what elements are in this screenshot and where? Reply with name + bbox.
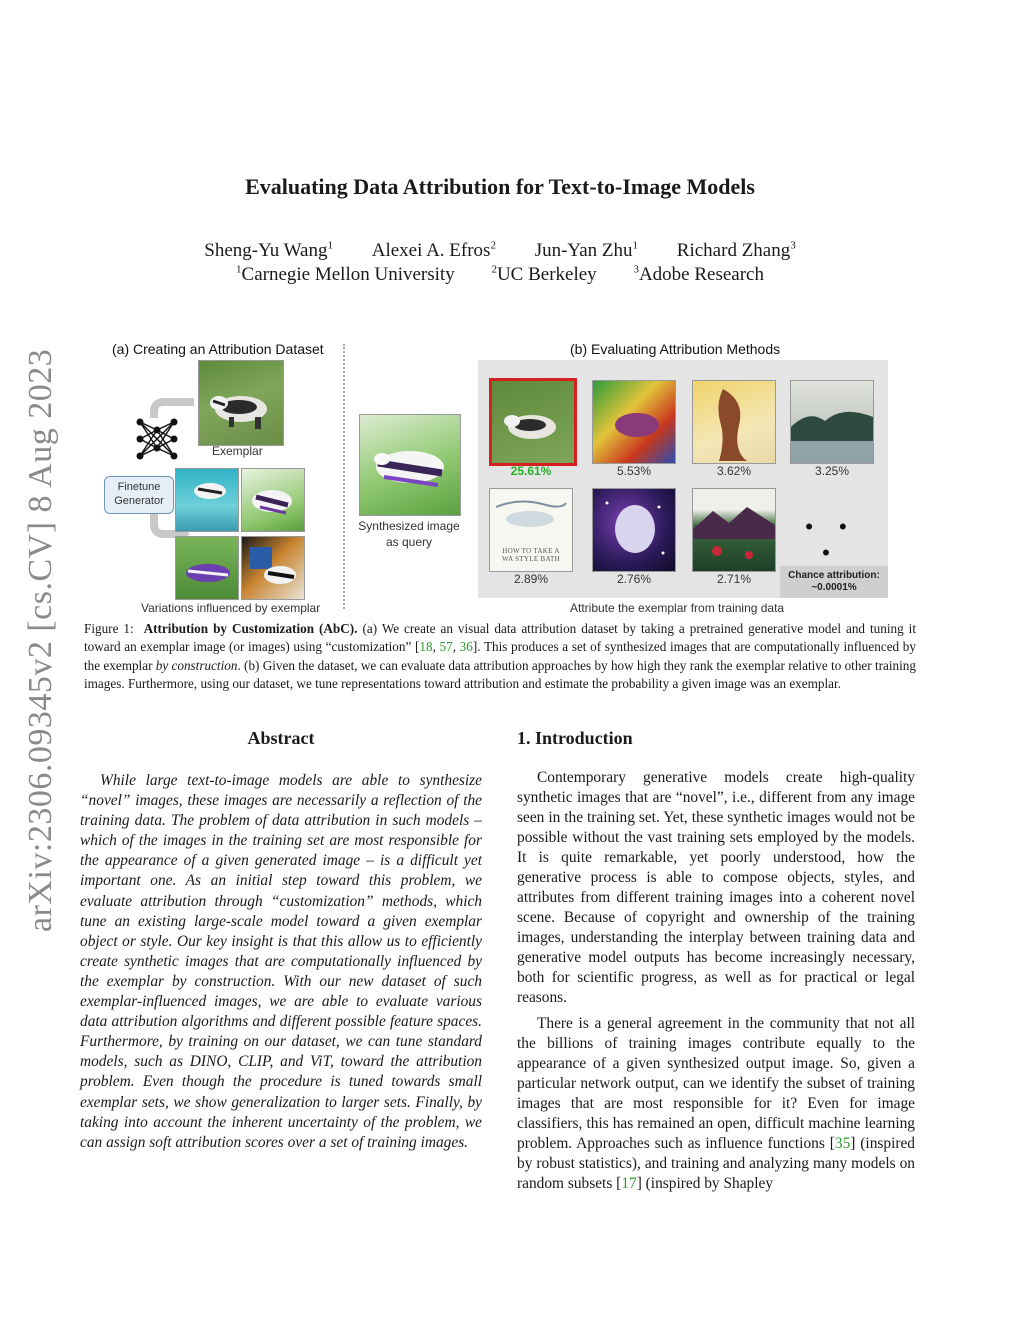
paper-title: Evaluating Data Attribution for Text-to-Image Models [245,174,755,199]
affiliation-list [0,264,1000,286]
affiliation: $^1$Carnegie Mellon University [236,264,455,286]
citation-link[interactable]: 35 [834,1135,851,1152]
caption-label: Figure 1: [84,621,134,636]
query-label-line: as query [385,535,433,549]
query-image [359,414,461,516]
paragraph-text: There is a general agreement in the community that not all the billions of training images contribute equally to the appearance of a given synthesized output image. So, given a particular network output, can we identify the subset of training images that are most responsible for it? Even for image classifiers, this has remained an open, difficult machine learning problem. Approaches such as influence functions [ [517,1015,915,1152]
retrieved-image [592,488,676,572]
query-label-line: Synthesized image [358,519,460,533]
panel-b-title: (b) Evaluating Attribution Methods [570,341,781,357]
citation-link[interactable]: 18 [419,639,433,655]
attribution-score: 3.62% [716,464,752,478]
attribution-score: 2.71% [716,572,752,586]
citation-link[interactable]: 36 [459,639,473,655]
panel-a-title: (a) Creating an Attribution Dataset [112,341,324,357]
chance-value: ~0.0001% [811,582,857,593]
author: Alexei A. Efros$^2$ [371,240,496,262]
caption-text: ]. This produces a set of synthesized images that are computationally influenced by the exemplar [84,639,916,673]
author-list [0,240,1000,262]
attribution-score: 5.53% [616,464,652,478]
abstract-body: While large text-to-image models are able to synthesize “novel” images, these images are necessarily a reflection of the training data. The problem of data attribution in such models – which of the images in the training set are most responsible for the appearance of a given generated image – is a difficult yet important one. As an initial step toward this problem, we evaluate attribution through “customization” methods, which tune an existing large-scale model toward a given exemplar object or style. Our key insight is that this allow us to efficiently create synthetic images that are computationally influenced by the exemplar by construction. With our new dataset of such exemplar-influenced images, we are able to evaluate various data attribution algorithms and different possible feature spaces. Furthermore, by training on our dataset, we can tune standard models, such as DINO, CLIP, and ViT, toward the attribution problem. Even though the procedure is tuned towards small exemplar sets, we show generalization to larger sets. Finally, by taking into account the inherent uncertainty of the problem, we can assign soft attribution scores over a set of training images. [80,772,482,1151]
attribution-score: 3.25% [814,464,850,478]
author: Richard Zhang$^3$ [676,240,796,262]
retrieved-image-exemplar [489,378,577,466]
caption-emphasis: by construction [155,657,238,673]
retrieved-image [790,380,874,464]
finetune-generator-box [104,476,174,514]
variation-image [241,468,305,532]
variation-image [241,536,305,600]
retrieved-image [592,380,676,464]
book-title-line: HOW TO TAKE A [502,547,560,555]
citation-link[interactable]: 17 [621,1175,637,1192]
finetune-label: Finetune [117,481,161,493]
retrieved-image [489,488,573,572]
generator-label: Generator [114,495,164,507]
chance-attribution-box [780,566,888,598]
query-label [350,518,468,550]
abstract-heading: Abstract [247,728,315,748]
attribute-label: Attribute the exemplar from training data [570,601,785,615]
exemplar-label: Exemplar [212,444,263,458]
variations-label: Variations influenced by exemplar [141,601,321,615]
chance-label: Chance attribution: [788,570,880,581]
citation-link[interactable]: 57 [439,639,453,655]
variation-image [175,468,239,532]
panel-divider [343,344,345,609]
citation-separator: , [432,639,440,655]
attribution-score: 2.76% [616,572,652,586]
author: Jun-Yan Zhu$^1$ [534,240,639,262]
figure-caption [84,620,916,694]
introduction-paragraph [517,1014,915,1194]
paragraph-text: ] (inspired by Shapley [636,1175,774,1192]
book-title-text [492,547,570,563]
retrieved-image [692,380,776,464]
book-title-line: WA STYLE BATH [502,555,560,563]
attribution-score-top: 25.61% [510,464,552,478]
variation-image [175,536,239,600]
more-results-ellipsis: • • • [805,514,857,565]
caption-text: (a) We create an visual data attribution dataset by taking a pretrained generative model and tuning it toward an exemplar image (or images) using “customization” [ [84,621,917,655]
citation-separator: , [452,639,460,655]
figure-1 [84,336,916,620]
arxiv-identifier: arXiv:2306.09345v2 [cs.CV] 8 Aug 2023 [22,348,59,932]
introduction-heading: 1. Introduction [517,728,633,748]
caption-text: . (b) Given the dataset, we can evaluate data attribution approaches by how high they rank the exemplar relative to other training images. Furthermore, using our dataset, we tune representations toward attribution and estimate the probability a given image was an exemplar. [84,657,916,692]
attribution-score: 2.89% [513,572,549,586]
caption-title: Attribution by Customization (AbC). [143,621,358,636]
retrieved-image [692,488,776,572]
paragraph-text: ] (inspired by robust statistics), and training and analyzing many models on random subsets [ [517,1135,915,1192]
introduction-paragraph: Contemporary generative models create high-quality synthetic images that are “novel”, i.e., different from any image seen in the training set. Yet, these synthetic images would not be possible without the vast training sets employed by the models. It is quite remarkable, yet poorly understood, how the generative process is able to compose objects, styles, and attributes from different training images into a coherent novel scene. Because of copyright and ownership of the training images, understanding the interplay between training data and generative model outputs has become increasingly necessary, both for scientific progress, as well as for practical or legal reasons. [517,769,915,1006]
affiliation: $^3$Adobe Research [633,264,764,286]
author: Sheng-Yu Wang$^1$ [204,240,333,262]
affiliation: $^2$UC Berkeley [491,264,597,286]
